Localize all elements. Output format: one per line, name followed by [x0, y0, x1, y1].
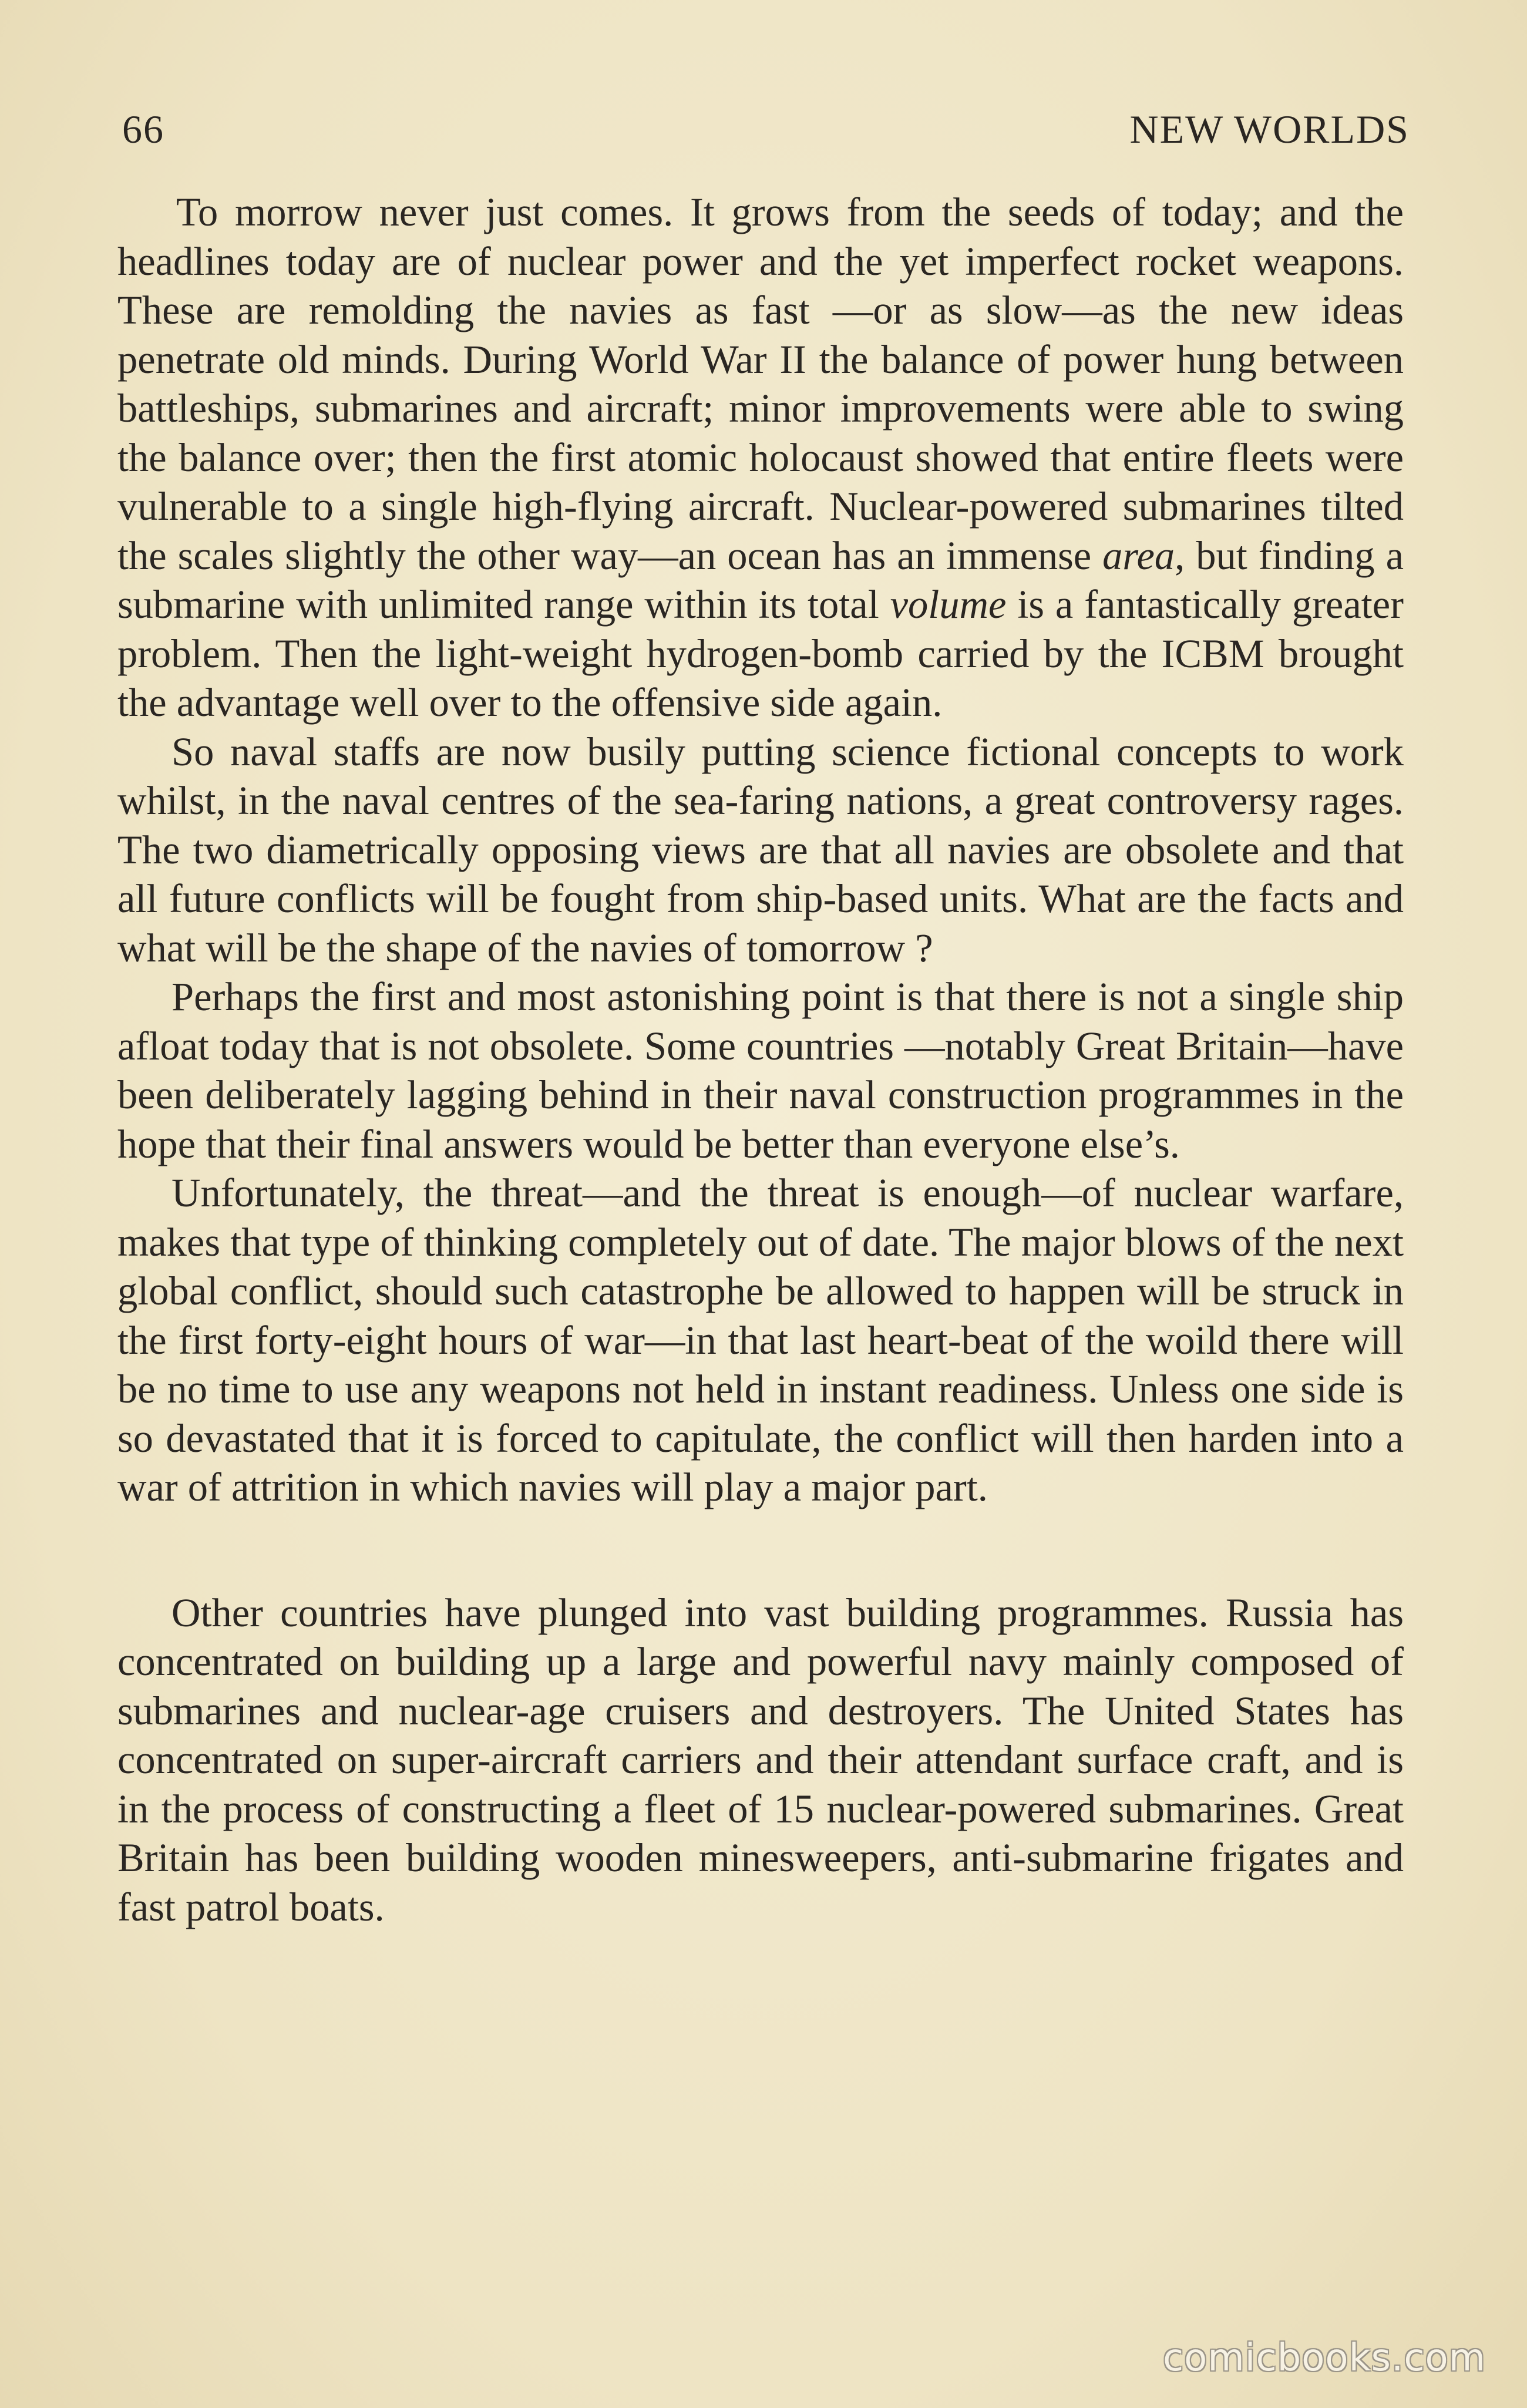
paragraph-4: Unfortunately, the threat—and the threat is enough—of nuclear warfare, makes that type of thinking completely out of date. The major blows of the next global conflict, should such catastrophe be allowed to happen will be struck in the first forty-eight hours of war—in that last heart-beat of the woild there will be no time to use any weapons not held in instant readiness. Unless one side is so devastated that it is forced to capitulate, the conflict will then harden into a war of attrition in which navies will play a major part. [117, 1171, 1404, 1509]
page-header [122, 94, 1410, 164]
paragraph-2: So naval staffs are now busily putting science fictional concepts to work whilst, in the naval centres of the sea-faring nations, a great controversy rages. The two diametrically opposing views are that all navies are obsolete and that all future conflicts will be fought from ship-based units. What are the facts and what will be the shape of the navies of tomorrow ? [117, 729, 1404, 970]
paragraph-5: Other countries have plunged into vast building programmes. Russia has concentrated on building up a large and powerful navy mainly composed of submarines and nuclear-age cruisers and destroyers. The United States has concentrated on super-aircraft carriers and their attendant surface craft, and is in the process of constructing a fleet of 15 nuclear-powered submarines. Great Britain has been building wooden minesweepers, anti-submarine frigates and fast patrol boats. [117, 1590, 1404, 1929]
watermark-logo: comicbooks.com [1162, 2336, 1486, 2380]
paragraph-1-text-c: is a fantastically greater problem. Then the light-weight hydrogen-bomb carried by the ICBM brought the advantage well over to the offensive side again. [117, 582, 1404, 725]
emphasis-area: area [1102, 533, 1175, 578]
article-body [117, 188, 1404, 1932]
page-number: 66 [122, 107, 164, 152]
paragraph-1 [117, 188, 1404, 728]
emphasis-volume: volume [890, 582, 1007, 627]
section-break [117, 1512, 1404, 1589]
running-head: NEW WORLDS [1129, 107, 1410, 152]
paragraph-1-text-a: To morrow never just comes. It grows from the seeds of today; and the headlines today are of nuclear power and the yet imperfect rocket weapons. These are remolding the navies as fast —or as slow—as the new ideas penetrate old minds. During World War II the balance of power hung between battleships, submarines and aircraft; minor improvements were able to swing the balance over; then the first atomic holocaust showed that entire fleets were vulnerable to a single high-flying aircraft. Nuclear-powered submarines tilted the scales slightly the other way—an ocean has an immense [117, 190, 1404, 578]
paragraph-1-text-b: , but finding a submarine with unlimited range within its total [117, 533, 1404, 627]
paragraph-3: Perhaps the first and most astonishing point is that there is not a single ship afloat today that is not obsolete. Some countries —notably Great Britain—have been deliberately lagging behind in their naval construction programmes in the hope that their final answers would be better than everyone else’s. [117, 974, 1404, 1166]
